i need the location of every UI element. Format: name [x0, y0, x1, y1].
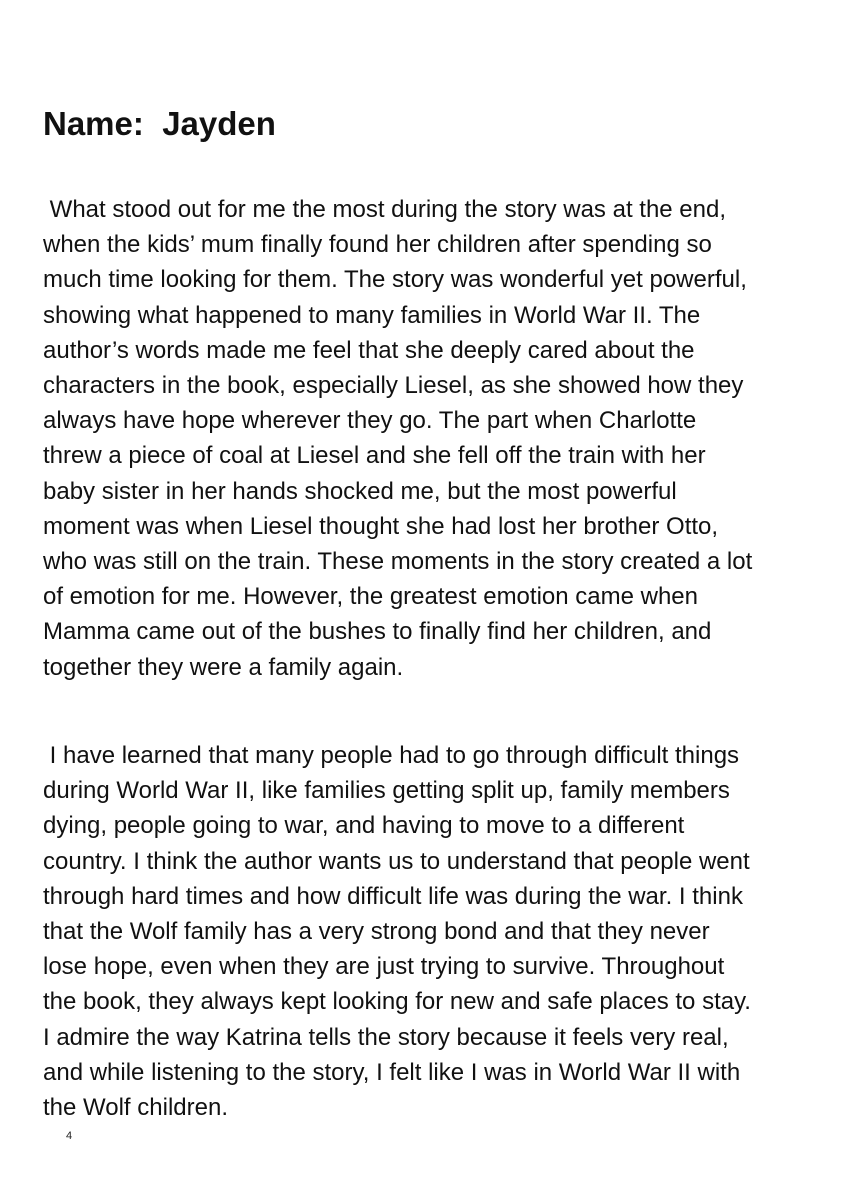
paragraph-1	[43, 192, 813, 685]
paragraph-line: lose hope, even when they are just trying to survive. Throughout	[43, 953, 725, 981]
paragraph-line: the book, they always kept looking for new and safe places to stay.	[43, 988, 751, 1016]
student-name-heading: Name: Jayden	[43, 105, 276, 142]
paragraph-line: threw a piece of coal at Liesel and she fell off the train with her	[43, 442, 706, 470]
paragraph-line: author’s words made me feel that she deeply cared about the	[43, 336, 695, 364]
paragraph-line: much time looking for them. The story was wonderful yet powerful,	[43, 266, 747, 294]
paragraph-line: I admire the way Katrina tells the story because it feels very real,	[43, 1023, 729, 1051]
paragraph-line: characters in the book, especially Liesel, as she showed how they	[43, 372, 744, 400]
paragraph-line: the Wolf children.	[43, 1094, 228, 1122]
paragraph-line: always have hope wherever they go. The part when Charlotte	[43, 407, 697, 435]
paragraph-2	[43, 738, 813, 1125]
paragraph-line: when the kids’ mum finally found her children after spending so	[43, 231, 712, 259]
paragraph-line: through hard times and how difficult life was during the war. I think	[43, 882, 743, 910]
paragraph-line: of emotion for me. However, the greatest emotion came when	[43, 583, 698, 611]
paragraph-line: country. I think the author wants us to understand that people went	[43, 847, 750, 875]
paragraph-line: moment was when Liesel thought she had lost her brother Otto,	[43, 512, 719, 540]
paragraph-line: baby sister in her hands shocked me, but the most powerful	[43, 477, 677, 505]
paragraph-line: together they were a family again.	[43, 653, 404, 681]
paragraph-line: I have learned that many people had to go through difficult things	[43, 742, 740, 769]
paragraph-line: and while listening to the story, I felt like I was in World War II with	[43, 1058, 741, 1086]
paragraph-line: that the Wolf family has a very strong bond and that they never	[43, 918, 710, 946]
page-number: 4	[66, 1130, 73, 1142]
paragraph-line: who was still on the train. These moments in the story created a lot	[43, 548, 753, 576]
paragraph-line: What stood out for me the most during the story was at the end,	[43, 196, 727, 223]
paragraph-line: Mamma came out of the bushes to finally find her children, and	[43, 618, 712, 646]
paragraph-line: dying, people going to war, and having to move to a different	[43, 812, 685, 840]
paragraph-line: during World War II, like families getting split up, family members	[43, 777, 730, 805]
paragraph-line: showing what happened to many families in World War II. The	[43, 301, 701, 329]
